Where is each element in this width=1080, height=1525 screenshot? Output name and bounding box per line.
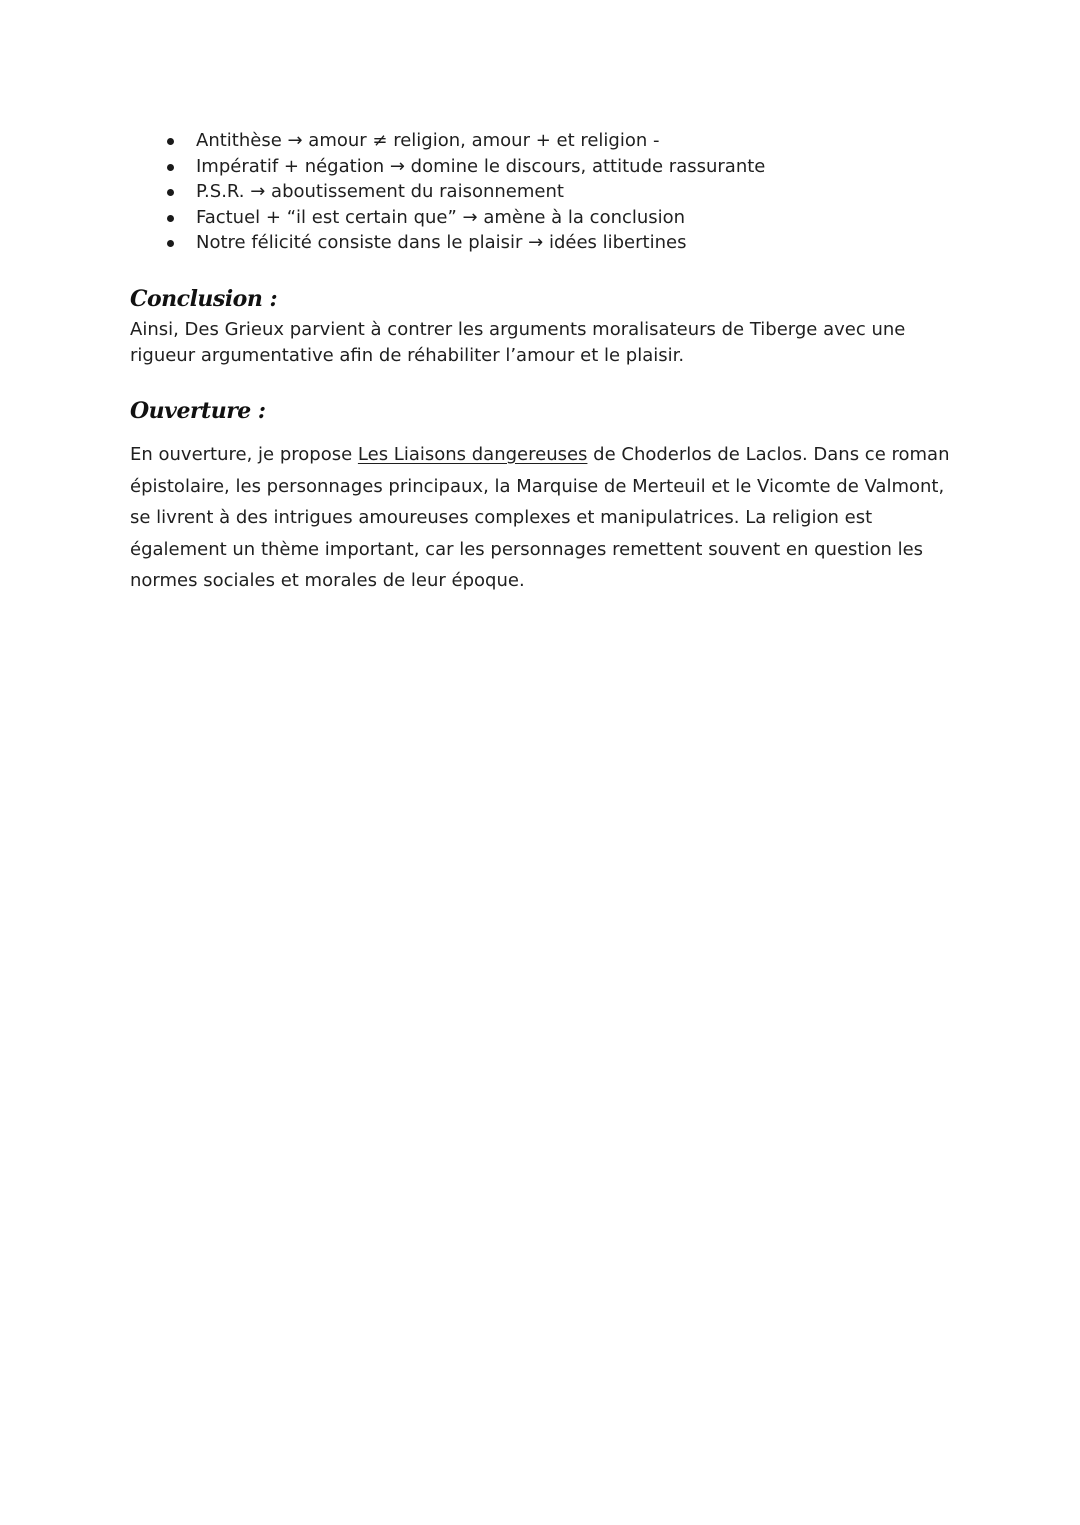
bullet-text: Factuel + “il est certain que” → amène à la conclusion bbox=[196, 206, 686, 228]
bullet-item bbox=[160, 205, 980, 231]
conclusion-paragraph: Ainsi, Des Grieux parvient à contrer les arguments moralisateurs de Tiberge avec une rigueur argumentative afin de réhabiliter l’amour et le plaisir. bbox=[130, 319, 906, 366]
bullet-text: Antithèse → amour ≠ religion, amour + et religion - bbox=[196, 130, 660, 151]
bullet-item bbox=[160, 230, 980, 256]
bullet-dot-icon bbox=[167, 215, 174, 222]
ouverture-body-text: de Choderlos de Laclos. Dans ce roman épistolaire, les personnages principaux, la Marquise de Merteuil et le Vicomte de Valmont, se livrent à des intrigues amoureuses complexes et manipulatrices. La religion est également un thème important, car les personnages remettent souvent en question les normes sociales et morales de leur époque. bbox=[130, 444, 950, 591]
ouverture-heading: Ouverture : bbox=[130, 398, 266, 424]
bullet-dot-icon bbox=[167, 189, 174, 196]
book-title-link: Les Liaisons dangereuses bbox=[357, 444, 588, 465]
bullet-dot-icon bbox=[167, 240, 174, 247]
bullet-text: Notre félicité consiste dans le plaisir → idées libertines bbox=[196, 232, 687, 253]
bullet-dot-icon bbox=[167, 164, 174, 171]
bullet-item bbox=[160, 179, 980, 205]
ouverture-paragraph bbox=[130, 439, 960, 597]
ouverture-intro-text: En ouverture, je propose bbox=[130, 444, 358, 465]
bullet-list bbox=[160, 128, 980, 256]
bullet-item bbox=[160, 128, 980, 154]
conclusion-heading: Conclusion : bbox=[130, 286, 278, 312]
bullet-dot-icon bbox=[167, 138, 174, 145]
bullet-item bbox=[160, 154, 980, 180]
bullet-text: P.S.R. → aboutissement du raisonnement bbox=[196, 181, 564, 202]
bullet-text: Impératif + négation → domine le discours, attitude rassurante bbox=[196, 155, 766, 177]
